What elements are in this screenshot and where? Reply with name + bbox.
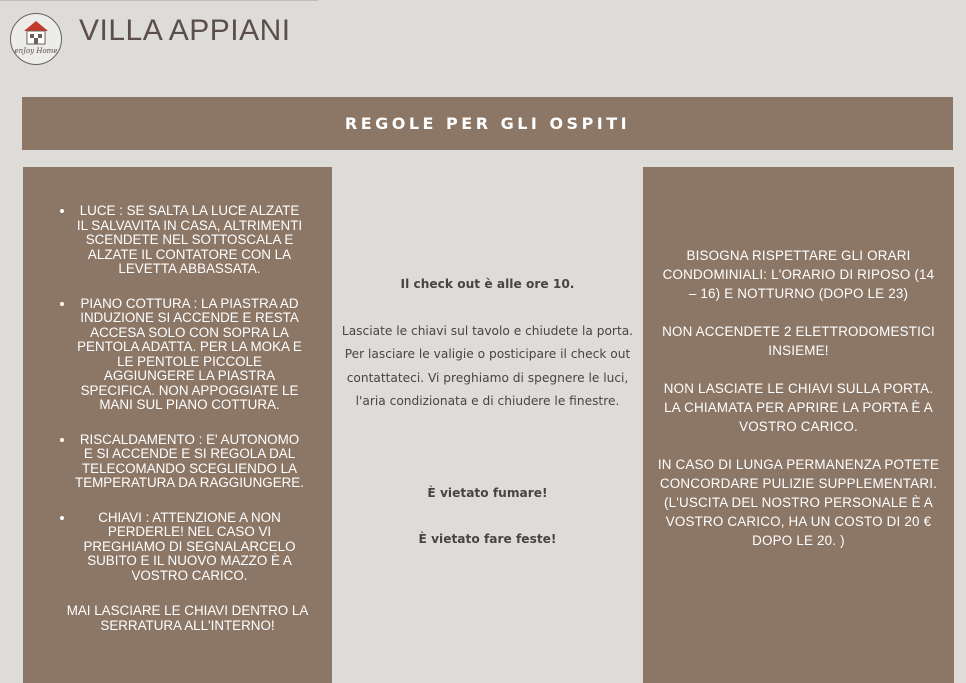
- rule-keys: • CHIAVI : ATTENZIONE A NON PERDERLE! NEL CASO VI PREGHIAMO DI SEGNALARCELO SUBITO E IL NUOVO MAZZO È A VOSTRO CARICO.: [75, 511, 304, 584]
- appliances-rule: NON ACCENDETE 2 ELETTRODOMESTICI INSIEME!: [662, 324, 935, 358]
- no-parties: È vietato fare feste!: [418, 532, 557, 546]
- left-rules-panel: [23, 167, 332, 683]
- logo-text: enJoy Home: [14, 47, 58, 55]
- keys-door-rule: NON LASCIATE LE CHIAVI SULLA PORTA.: [663, 381, 934, 396]
- departure-instructions: Lasciate le chiavi sul tavolo e chiudete la porta. Per lasciare le valigie o posticipare il check out contattateci. Vi preghiamo di spegnere le luci, l'aria condizionata e di chiudere le finestre.: [341, 324, 634, 408]
- keys-warning: MAI LASCIARE LE CHIAVI DENTRO LA SERRATURA ALL'INTERNO!: [66, 603, 309, 633]
- banner: [22, 97, 953, 150]
- house-icon: [22, 19, 50, 47]
- right-rules-panel: [643, 167, 954, 683]
- checkout-time: Il check out è alle ore 10.: [400, 277, 575, 291]
- long-stay-rule: IN CASO DI LUNGA PERMANENZA POTETE CONCORDARE PULIZIE SUPPLEMENTARI.: [657, 457, 940, 491]
- rule-heating: • RISCALDAMENTO : E' AUTONOMO E SI ACCENDE E SI REGOLA DAL TELECOMANDO SCEGLIENDO LA TEMPERATURA DA RAGGIUNGERE.: [75, 433, 304, 491]
- top-divider: [0, 0, 318, 1]
- brand-title: VILLA APPIANI: [79, 14, 291, 47]
- no-smoking: È vietato fumare!: [427, 486, 548, 500]
- staff-exit-rule: (L'USCITA DEL NOSTRO PERSONALE È A VOSTRO CARICO, HA UN COSTO DI 20 € DOPO LE 20. ): [663, 495, 934, 548]
- quiet-hours: BISOGNA RISPETTARE GLI ORARI CONDOMINIALI: L'ORARIO DI RIPOSO (14 – 16) E NOTTURNO (DOPO LE 23): [662, 248, 935, 301]
- door-call-rule: LA CHIAMATA PER APRIRE LA PORTA È A VOSTRO CARICO.: [664, 400, 933, 434]
- banner-title: REGOLE PER GLI OSPITI: [344, 114, 631, 133]
- rules-list: [57, 204, 304, 583]
- rule-light: • LUCE : SE SALTA LA LUCE ALZATE IL SALVAVITA IN CASA, ALTRIMENTI SCENDETE NEL SOTTOSCALA E ALZATE IL CONTATORE CON LA LEVETTA ABBASSATA.: [75, 204, 304, 277]
- logo: [10, 13, 62, 65]
- middle-info: [333, 167, 642, 683]
- rule-cooktop: • PIANO COTTURA : LA PIASTRA AD INDUZIONE SI ACCENDE E RESTA ACCESA SOLO CON SOPRA LA PENTOLA ADATTA. PER LA MOKA E LE PENTOLE PICCOLE AGGIUNGERE LA PIASTRA SPECIFICA. NON APPOGGIATE LE MANI SUL PIANO COTTURA.: [75, 297, 304, 413]
